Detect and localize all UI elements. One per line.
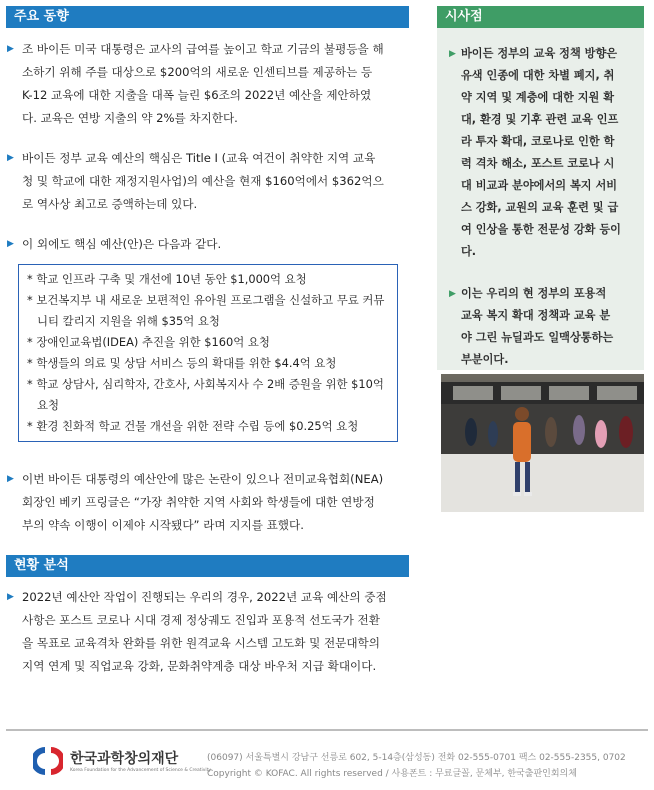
budget-item: * 장애인교육법(IDEA) 추진을 위한 $160억 요청: [27, 335, 270, 349]
main-column: [6, 6, 409, 678]
photo-illustration: [441, 374, 644, 512]
implication-paragraph: [437, 43, 644, 263]
triangle-bullet-icon: ▶: [7, 474, 14, 484]
text-line: 이번 바이든 대통령의 예산안에 많은 논란이 있으나 전미교육협회(NEA): [22, 472, 384, 486]
text-line: 지역 연계 및 직업교육 강화, 문화취약계층 대상 바우처 지급 확대이다.: [22, 659, 377, 673]
triangle-bullet-icon: ▶: [449, 289, 456, 299]
paragraph-nea-support: [6, 468, 409, 537]
triangle-bullet-icon: ▶: [7, 44, 14, 54]
text-line: 스 강화, 교원의 교육 훈련 및 급: [461, 201, 619, 214]
text-line: 력 격차 해소, 포스트 코로나 시: [461, 157, 615, 170]
text-line: 교육 복지 확대 정책과 교육 분: [461, 309, 611, 322]
implications-sidebar: [437, 6, 644, 370]
text-line: 바이든 정부 교육 예산의 핵심은 Title I (교육 여건이 취약한 지역 교육: [22, 151, 376, 165]
text-line: 사항은 포스트 코로나 시대 경제 정상궤도 진입과 포용적 선도국가 전환: [22, 613, 380, 627]
kofac-logo-icon: [33, 745, 63, 777]
text-line: 이는 우리의 현 정부의 포용적: [461, 287, 607, 300]
text-line: 로 역사상 최고로 증액하는데 있다.: [22, 197, 198, 211]
budget-item: * 학교 상담사, 심리학자, 간호사, 사회복지사 수 2배 증원을 위한 $10억 요청: [27, 377, 384, 412]
students-entering-school-photo: [441, 374, 644, 512]
section-title-trends: 주요 동향: [6, 6, 409, 28]
text-line: 조 바이든 미국 대통령은 교사의 급여를 높이고 학교 기금의 불평등을 해: [22, 42, 384, 56]
budget-item: * 환경 친화적 학교 건물 개선을 위한 전략 수립 등에 $0.25억 요청: [27, 419, 359, 433]
footer-divider: [6, 729, 648, 731]
text-line: 을 목표로 교육격차 완화를 위한 원격교육 시스템 고도화 및 전문대학의: [22, 636, 380, 650]
org-name: 한국과학창의재단: [70, 751, 179, 767]
triangle-bullet-icon: ▶: [7, 592, 14, 602]
footer-copyright: Copyright © KOFAC. All rights reserved / 사용폰트 : 무료글꼴, 문체부, 한국출판인회의체: [207, 769, 577, 779]
triangle-bullet-icon: ▶: [7, 153, 14, 163]
text-line: 유색 인종에 대한 차별 폐지, 취: [461, 69, 615, 82]
implication-paragraph: [437, 283, 644, 371]
text-line: 소하기 위해 주를 대상으로 $200억의 새로운 인센티브를 제공하는 등: [22, 65, 373, 79]
paragraph-title-one: [6, 147, 409, 216]
text-line: 부분이다.: [461, 353, 509, 366]
text-line: 이 외에도 핵심 예산(안)은 다음과 같다.: [22, 237, 222, 251]
text-line: 여 인상을 통한 전문성 강화 등이다.: [461, 223, 621, 258]
triangle-bullet-icon: ▶: [7, 239, 14, 249]
text-line: 부의 약속 이행이 이제야 시작됐다” 라며 지지를 표했다.: [22, 518, 304, 532]
text-line: 야 그린 뉴딜과도 일맥상통하는: [461, 331, 614, 344]
text-line: 대 비교과 분야에서의 복지 서비: [461, 179, 618, 192]
budget-item: * 학교 인프라 구축 및 개선에 10년 동안 $1,000억 요청: [27, 272, 307, 286]
text-line: 바이든 정부의 교육 정책 방향은: [461, 47, 618, 60]
text-line: 라 투자 확대, 코로나로 인한 학: [461, 135, 615, 148]
text-line: 회장인 베키 프링글은 “가장 취약한 지역 사회와 학생들에 대한 연방정: [22, 495, 375, 509]
org-subtitle: Korea Foundation for the Advancement of Science & Creativity: [70, 768, 212, 773]
text-line: 2022년 예산안 작업이 진행되는 우리의 경우, 2022년 교육 예산의 중점: [22, 590, 387, 604]
footer-address: (06097) 서울특별시 강남구 선릉로 602, 5-14층(삼성동) 전화 02-555-0701 팩스 02-555-2355, 0702: [207, 753, 626, 763]
text-line: 약 지역 및 계층에 대한 지원 확: [461, 91, 615, 104]
text-line: 청 및 학교에 대한 재정지원사업)의 예산을 현재 $160억에서 $362억으: [22, 174, 384, 188]
text-line: 다. 교육은 연방 지출의 약 2%를 차지한다.: [22, 111, 238, 125]
budget-item: * 보건복지부 내 새로운 보편적인 유아원 프로그램을 신설하고 무료 커뮤니티 칼리지 지원을 위해 $35억 요청: [27, 293, 385, 328]
paragraph-core-budget-intro: [6, 233, 409, 256]
section-title-analysis: 현황 분석: [6, 555, 409, 577]
paragraph-korea-budget: [6, 586, 409, 678]
triangle-bullet-icon: ▶: [449, 49, 456, 59]
sidebar-title: 시사점: [437, 6, 644, 28]
text-line: K-12 교육에 대한 지출을 대폭 늘린 $6조의 2022년 예산을 제안하였: [22, 88, 372, 102]
text-line: 대, 환경 및 기후 관련 교육 인프: [461, 113, 619, 126]
budget-items-box: [18, 264, 398, 442]
paragraph-budget-proposal: [6, 38, 409, 130]
budget-item: * 학생들의 의료 및 상담 서비스 등의 확대를 위한 $4.4억 요청: [27, 356, 337, 370]
